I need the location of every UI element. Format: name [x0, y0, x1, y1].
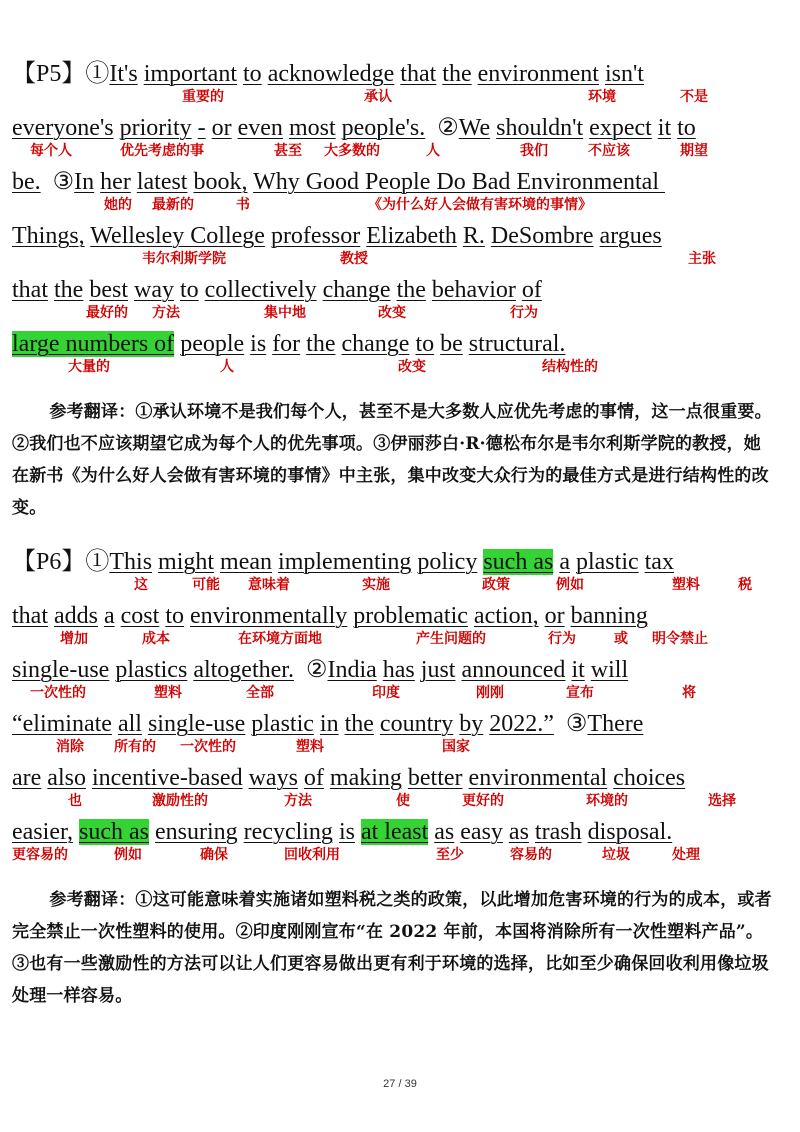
page-footer: [0, 1078, 800, 1090]
gloss: 改变: [398, 359, 426, 375]
gloss: 重要的: [182, 89, 224, 105]
gloss: 明令禁止: [652, 631, 708, 647]
gloss: 刚刚: [476, 685, 504, 701]
gloss: 行为: [548, 631, 576, 647]
english-word: cost: [120, 603, 160, 629]
english-word: disposal.: [587, 819, 673, 845]
gloss: 产生问题的: [416, 631, 486, 647]
english-word: implementing: [278, 549, 412, 575]
english-word: by: [459, 711, 484, 737]
english-word: to: [677, 115, 696, 141]
gloss: 大量的: [68, 359, 110, 375]
gloss: 每个人: [30, 143, 72, 159]
gloss: 政策: [482, 577, 510, 593]
english-word: shouldn't: [496, 115, 584, 141]
gloss: 容易的: [510, 847, 552, 863]
gloss: 最新的: [152, 197, 194, 213]
english-text: 【P6】①: [12, 549, 110, 575]
gloss: 确保: [200, 847, 228, 863]
translation-label: 参考翻译：: [49, 402, 136, 422]
gloss: 国家: [442, 739, 470, 755]
gloss: 主张: [688, 251, 716, 267]
english-word: her: [100, 169, 131, 195]
english-word: Elizabeth: [366, 223, 457, 249]
english-word: priority: [119, 115, 192, 141]
english-line: [12, 656, 628, 684]
english-word: just: [420, 657, 456, 683]
english-word: altogether.: [193, 657, 294, 683]
page-total: 39: [404, 1078, 417, 1090]
english-word: in: [319, 711, 339, 737]
gloss: 环境的: [586, 793, 628, 809]
paragraph-p6: [12, 548, 788, 872]
english-word: that: [400, 61, 437, 87]
english-word: professor: [270, 223, 361, 249]
english-word: trash: [534, 819, 582, 845]
english-word: In: [74, 169, 95, 195]
gloss: 甚至: [274, 143, 302, 159]
gloss: 优先考虑的事: [120, 143, 204, 159]
gloss: 人: [426, 143, 440, 159]
gloss: 大多数的: [324, 143, 380, 159]
gloss: 在环境方面地: [238, 631, 322, 647]
english-word: easy: [460, 819, 503, 845]
gloss: 承认: [364, 89, 392, 105]
gloss: 或: [614, 631, 628, 647]
gloss: 至少: [436, 847, 464, 863]
english-line: [12, 602, 648, 630]
english-word: There: [587, 711, 644, 737]
english-word: single-use: [147, 711, 246, 737]
gloss: 塑料: [154, 685, 182, 701]
paragraph-p5: [12, 60, 788, 384]
p6-line: [12, 764, 788, 818]
english-word: single-use: [12, 657, 110, 683]
english-word: plastic: [575, 549, 639, 575]
english-word: all: [117, 711, 142, 737]
gloss: 环境: [588, 89, 616, 105]
english-line: [12, 548, 674, 576]
english-line: [12, 710, 643, 738]
english-word: We: [458, 115, 491, 141]
english-word: that: [12, 603, 48, 629]
english-word: recycling: [243, 819, 333, 845]
english-word: such as: [483, 549, 554, 575]
english-line: [12, 276, 542, 304]
gloss: 她的: [104, 197, 132, 213]
english-word: the: [442, 61, 472, 87]
english-line: [12, 330, 565, 358]
gloss: 教授: [340, 251, 368, 267]
english-word: collectively: [204, 277, 317, 303]
english-word: behavior: [431, 277, 516, 303]
english-word: are: [12, 765, 42, 791]
english-word: DeSombre: [490, 223, 594, 249]
english-word: as: [508, 819, 529, 845]
english-word: 2022.”: [489, 711, 554, 737]
english-word: or: [211, 115, 232, 141]
gloss: 成本: [142, 631, 170, 647]
english-word: Why Good People Do Bad Environmental: [253, 169, 665, 195]
gloss: 集中地: [264, 305, 306, 321]
english-word: to: [415, 331, 435, 357]
english-word: announced: [461, 657, 566, 683]
english-word: environmentally: [190, 603, 348, 629]
p5-line: [12, 60, 788, 114]
english-word: banning: [570, 603, 648, 629]
english-word: to: [179, 277, 199, 303]
p5-line: [12, 168, 788, 222]
english-word: change: [341, 331, 410, 357]
p6-line: [12, 710, 788, 764]
english-word: the: [344, 711, 374, 737]
p6-line: [12, 656, 788, 710]
english-word: even: [237, 115, 283, 141]
english-word: that: [12, 277, 48, 303]
gloss: 实施: [362, 577, 390, 593]
english-word: such as: [79, 819, 149, 845]
english-line: [12, 168, 665, 196]
english-word: environment: [477, 61, 599, 87]
translation-text: ①承认环境不是我们每个人，甚至不是大多数人应优先考虑的事情，这一点很重要。②我们也不应该期望它成为每个人的优先事项。③伊丽莎白·R·德松布尔是韦尔利斯学院的教授，她在新书《为什么好人会做有害环境的事情》中主张，集中改变大众行为的最佳方式是进行结构性的改变。: [12, 402, 772, 518]
english-word: incentive-based: [91, 765, 243, 791]
p5-line: [12, 330, 788, 384]
english-word: -: [197, 115, 206, 141]
english-word: a: [104, 603, 115, 629]
english-word: most: [288, 115, 336, 141]
english-word: the: [396, 277, 426, 303]
p5-line: [12, 222, 788, 276]
gloss: 行为: [510, 305, 538, 321]
english-word: of: [303, 765, 324, 791]
english-line: [12, 818, 672, 846]
gloss: 增加: [60, 631, 88, 647]
gloss: 不是: [680, 89, 708, 105]
gloss: 方法: [284, 793, 312, 809]
english-word: It's: [109, 61, 138, 87]
english-word: of: [521, 277, 542, 303]
english-word: mean: [220, 549, 273, 575]
english-word: people: [180, 331, 245, 357]
english-word: a: [559, 549, 570, 575]
gloss: 最好的: [86, 305, 128, 321]
gloss: 塑料: [296, 739, 324, 755]
english-word: might: [158, 549, 215, 575]
english-line: [12, 764, 685, 792]
english-word: “eliminate: [12, 711, 112, 737]
english-word: everyone's: [12, 115, 114, 141]
english-word: argues: [599, 223, 662, 249]
english-line: [12, 60, 644, 88]
gloss: 更好的: [462, 793, 504, 809]
gloss: 也: [68, 793, 82, 809]
gloss: 所有的: [114, 739, 156, 755]
gloss: 改变: [378, 305, 406, 321]
gloss: 可能: [192, 577, 220, 593]
p6-line: [12, 548, 788, 602]
english-word: Wellesley College: [90, 223, 265, 249]
translation-text: ①这可能意味着实施诸如塑料税之类的政策，以此增加危害环境的行为的成本，或者完全禁止一次性塑料的使用。②印度刚刚宣布“在 2022 年前，本国将消除所有一次性塑料产品”。③也有一些激励性的方法可以让人们更容易做出更有利于环境的选择，比如至少确保回收利用像垃圾处理一样容易。: [12, 890, 772, 1006]
english-word: plastics: [115, 657, 188, 683]
english-word: as: [434, 819, 455, 845]
english-word: environmental: [468, 765, 608, 791]
english-word: change: [322, 277, 391, 303]
english-word: at least: [360, 819, 429, 845]
gloss: 印度: [372, 685, 400, 701]
gloss: 一次性的: [30, 685, 86, 701]
gloss: 韦尔利斯学院: [142, 251, 226, 267]
english-word: country: [379, 711, 454, 737]
english-word: to: [165, 603, 184, 629]
gloss: 结构性的: [542, 359, 598, 375]
english-word: acknowledge: [267, 61, 395, 87]
english-word: easier,: [12, 819, 73, 845]
gloss: 选择: [708, 793, 736, 809]
gloss: 人: [220, 359, 234, 375]
gloss: 使: [396, 793, 410, 809]
gloss: 期望: [680, 143, 708, 159]
gloss: 将: [682, 685, 696, 701]
gloss: 全部: [246, 685, 274, 701]
english-word: policy: [417, 549, 478, 575]
gloss: 一次性的: [180, 739, 236, 755]
gloss: 处理: [672, 847, 700, 863]
gloss: 我们: [520, 143, 548, 159]
english-word: plastic: [251, 711, 314, 737]
gloss: 宣布: [566, 685, 594, 701]
english-word: structural.: [468, 331, 566, 357]
english-word: ways: [248, 765, 298, 791]
english-word: adds: [54, 603, 98, 629]
english-word: the: [54, 277, 84, 303]
english-word: best: [89, 277, 128, 303]
page-number: 27: [383, 1078, 396, 1090]
gloss: 例如: [556, 577, 584, 593]
gloss: 塑料: [672, 577, 700, 593]
english-text: ③: [553, 711, 588, 737]
english-word: be: [440, 331, 463, 357]
gloss: 更容易的: [12, 847, 68, 863]
english-word: choices: [613, 765, 686, 791]
english-text: 【P5】①: [12, 61, 110, 87]
english-word: be.: [12, 169, 41, 195]
english-text: ②: [425, 115, 459, 141]
english-word: book,: [193, 169, 248, 195]
english-word: important: [143, 61, 238, 87]
english-word: India: [327, 657, 377, 683]
english-word: making: [329, 765, 402, 791]
english-word: also: [47, 765, 86, 791]
gloss: 意味着: [248, 577, 290, 593]
english-word: for: [272, 331, 301, 357]
translation-label: 参考翻译：: [49, 890, 136, 910]
gloss: 不应该: [588, 143, 630, 159]
gloss: 回收利用: [284, 847, 340, 863]
english-text: ②: [293, 657, 328, 683]
gloss: 垃圾: [602, 847, 630, 863]
gloss: 例如: [114, 847, 142, 863]
english-word: expect: [589, 115, 652, 141]
p6-translation: [12, 884, 778, 1012]
english-word: large numbers of: [12, 331, 175, 357]
english-word: way: [134, 277, 174, 303]
gloss: 税: [738, 577, 752, 593]
english-word: better: [407, 765, 463, 791]
gloss: 消除: [56, 739, 84, 755]
english-word: it: [571, 657, 585, 683]
gloss: 方法: [152, 305, 180, 321]
p6-line: [12, 602, 788, 656]
page-separator: /: [395, 1078, 405, 1090]
english-word: ensuring: [154, 819, 238, 845]
english-word: is: [250, 331, 267, 357]
english-word: problematic: [353, 603, 468, 629]
gloss: 《为什么好人会做有害环境的事情》: [368, 197, 592, 213]
english-word: or: [544, 603, 565, 629]
english-text: ③: [40, 169, 75, 195]
english-word: it: [657, 115, 672, 141]
english-word: R.: [462, 223, 485, 249]
english-word: will: [590, 657, 629, 683]
english-word: is: [338, 819, 355, 845]
english-word: latest: [136, 169, 188, 195]
gloss: 书: [236, 197, 250, 213]
english-line: [12, 114, 696, 142]
p5-translation: [12, 396, 778, 524]
english-word: people's.: [341, 115, 426, 141]
p6-line: [12, 818, 788, 872]
english-word: action,: [473, 603, 539, 629]
english-word: has: [382, 657, 415, 683]
gloss: 这: [134, 577, 148, 593]
p5-line: [12, 114, 788, 168]
p5-line: [12, 276, 788, 330]
english-word: tax: [644, 549, 674, 575]
english-word: to: [243, 61, 262, 87]
english-word: This: [109, 549, 153, 575]
english-word: isn't: [604, 61, 644, 87]
english-line: [12, 222, 662, 250]
gloss: 激励性的: [152, 793, 208, 809]
english-word: the: [306, 331, 336, 357]
english-word: Things,: [12, 223, 85, 249]
